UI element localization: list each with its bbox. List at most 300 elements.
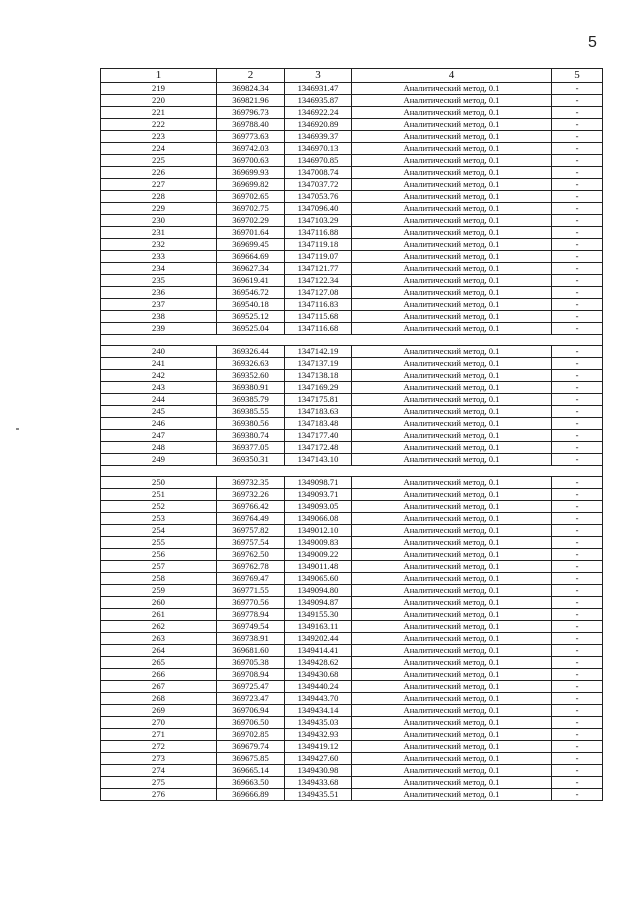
method-cell: Аналитический метод, 0.1 — [352, 537, 552, 549]
table-row — [101, 729, 603, 741]
table-row — [101, 585, 603, 597]
note-cell: - — [552, 370, 603, 382]
method-cell: Аналитический метод, 0.1 — [352, 753, 552, 765]
y-coordinate-cell: 1349155.30 — [285, 609, 352, 621]
method-cell: Аналитический метод, 0.1 — [352, 573, 552, 585]
header-row — [101, 69, 603, 83]
y-coordinate-cell: 1347116.68 — [285, 323, 352, 335]
x-coordinate-cell: 369706.50 — [217, 717, 285, 729]
x-coordinate-cell: 369385.79 — [217, 394, 285, 406]
note-cell: - — [552, 513, 603, 525]
method-cell: Аналитический метод, 0.1 — [352, 765, 552, 777]
note-cell: - — [552, 454, 603, 466]
note-cell: - — [552, 143, 603, 155]
y-coordinate-cell: 1347103.29 — [285, 215, 352, 227]
note-cell: - — [552, 477, 603, 489]
table-row — [101, 430, 603, 442]
x-coordinate-cell: 369352.60 — [217, 370, 285, 382]
method-cell: Аналитический метод, 0.1 — [352, 83, 552, 95]
table-row — [101, 346, 603, 358]
x-coordinate-cell: 369757.54 — [217, 537, 285, 549]
method-cell: Аналитический метод, 0.1 — [352, 609, 552, 621]
point-number-cell: 253 — [101, 513, 217, 525]
table-row — [101, 358, 603, 370]
method-cell: Аналитический метод, 0.1 — [352, 323, 552, 335]
point-number-cell: 234 — [101, 263, 217, 275]
y-coordinate-cell: 1347169.29 — [285, 382, 352, 394]
point-number-cell: 274 — [101, 765, 217, 777]
x-coordinate-cell: 369771.55 — [217, 585, 285, 597]
method-cell: Аналитический метод, 0.1 — [352, 263, 552, 275]
method-cell: Аналитический метод, 0.1 — [352, 131, 552, 143]
point-number-cell: 236 — [101, 287, 217, 299]
point-number-cell: 238 — [101, 311, 217, 323]
note-cell: - — [552, 777, 603, 789]
method-cell: Аналитический метод, 0.1 — [352, 561, 552, 573]
x-coordinate-cell: 369385.55 — [217, 406, 285, 418]
point-number-cell: 222 — [101, 119, 217, 131]
table-row — [101, 561, 603, 573]
method-cell: Аналитический метод, 0.1 — [352, 346, 552, 358]
point-number-cell: 228 — [101, 191, 217, 203]
note-cell: - — [552, 525, 603, 537]
x-coordinate-cell: 369699.93 — [217, 167, 285, 179]
y-coordinate-cell: 1347121.77 — [285, 263, 352, 275]
table-row — [101, 155, 603, 167]
note-cell: - — [552, 549, 603, 561]
x-coordinate-cell: 369766.42 — [217, 501, 285, 513]
note-cell: - — [552, 621, 603, 633]
x-coordinate-cell: 369708.94 — [217, 669, 285, 681]
table-row — [101, 525, 603, 537]
point-number-cell: 245 — [101, 406, 217, 418]
x-coordinate-cell: 369762.78 — [217, 561, 285, 573]
x-coordinate-cell: 369732.26 — [217, 489, 285, 501]
note-cell: - — [552, 394, 603, 406]
x-coordinate-cell: 369796.73 — [217, 107, 285, 119]
note-cell: - — [552, 585, 603, 597]
note-cell: - — [552, 131, 603, 143]
x-coordinate-cell: 369738.91 — [217, 633, 285, 645]
table-row — [101, 275, 603, 287]
y-coordinate-cell: 1349066.08 — [285, 513, 352, 525]
table-row — [101, 513, 603, 525]
table-row — [101, 131, 603, 143]
method-cell: Аналитический метод, 0.1 — [352, 729, 552, 741]
x-coordinate-cell: 369699.45 — [217, 239, 285, 251]
x-coordinate-cell: 369778.94 — [217, 609, 285, 621]
y-coordinate-cell: 1349433.68 — [285, 777, 352, 789]
note-cell: - — [552, 203, 603, 215]
table-row — [101, 789, 603, 801]
note-cell: - — [552, 729, 603, 741]
note-cell: - — [552, 263, 603, 275]
note-cell: - — [552, 537, 603, 549]
y-coordinate-cell: 1347138.18 — [285, 370, 352, 382]
point-number-cell: 251 — [101, 489, 217, 501]
method-cell: Аналитический метод, 0.1 — [352, 477, 552, 489]
method-cell: Аналитический метод, 0.1 — [352, 489, 552, 501]
y-coordinate-cell: 1349012.10 — [285, 525, 352, 537]
table-row — [101, 669, 603, 681]
method-cell: Аналитический метод, 0.1 — [352, 406, 552, 418]
point-number-cell: 250 — [101, 477, 217, 489]
note-cell: - — [552, 633, 603, 645]
point-number-cell: 239 — [101, 323, 217, 335]
x-coordinate-cell: 369824.34 — [217, 83, 285, 95]
method-cell: Аналитический метод, 0.1 — [352, 777, 552, 789]
method-cell: Аналитический метод, 0.1 — [352, 657, 552, 669]
point-number-cell: 271 — [101, 729, 217, 741]
point-number-cell: 266 — [101, 669, 217, 681]
x-coordinate-cell: 369762.50 — [217, 549, 285, 561]
y-coordinate-cell: 1346920.89 — [285, 119, 352, 131]
point-number-cell: 230 — [101, 215, 217, 227]
x-coordinate-cell: 369732.35 — [217, 477, 285, 489]
y-coordinate-cell: 1349435.51 — [285, 789, 352, 801]
method-cell: Аналитический метод, 0.1 — [352, 621, 552, 633]
table-row — [101, 191, 603, 203]
note-cell: - — [552, 167, 603, 179]
note-cell: - — [552, 597, 603, 609]
point-number-cell: 248 — [101, 442, 217, 454]
y-coordinate-cell: 1347116.88 — [285, 227, 352, 239]
method-cell: Аналитический метод, 0.1 — [352, 525, 552, 537]
y-coordinate-cell: 1347122.34 — [285, 275, 352, 287]
point-number-cell: 255 — [101, 537, 217, 549]
x-coordinate-cell: 369770.56 — [217, 597, 285, 609]
method-cell: Аналитический метод, 0.1 — [352, 394, 552, 406]
x-coordinate-cell: 369540.18 — [217, 299, 285, 311]
table-row — [101, 382, 603, 394]
y-coordinate-cell: 1349093.71 — [285, 489, 352, 501]
x-coordinate-cell: 369702.29 — [217, 215, 285, 227]
y-coordinate-cell: 1347175.81 — [285, 394, 352, 406]
table-row — [101, 609, 603, 621]
method-cell: Аналитический метод, 0.1 — [352, 789, 552, 801]
method-cell: Аналитический метод, 0.1 — [352, 693, 552, 705]
x-coordinate-cell: 369377.05 — [217, 442, 285, 454]
table-row — [101, 657, 603, 669]
point-number-cell: 273 — [101, 753, 217, 765]
method-cell: Аналитический метод, 0.1 — [352, 119, 552, 131]
table-row — [101, 311, 603, 323]
y-coordinate-cell: 1347119.18 — [285, 239, 352, 251]
point-number-cell: 232 — [101, 239, 217, 251]
table-row — [101, 442, 603, 454]
point-number-cell: 224 — [101, 143, 217, 155]
group-separator — [101, 335, 603, 346]
point-number-cell: 246 — [101, 418, 217, 430]
y-coordinate-cell: 1346970.85 — [285, 155, 352, 167]
method-cell: Аналитический метод, 0.1 — [352, 239, 552, 251]
method-cell: Аналитический метод, 0.1 — [352, 645, 552, 657]
method-cell: Аналитический метод, 0.1 — [352, 299, 552, 311]
note-cell: - — [552, 705, 603, 717]
point-number-cell: 244 — [101, 394, 217, 406]
point-number-cell: 227 — [101, 179, 217, 191]
point-number-cell: 254 — [101, 525, 217, 537]
point-number-cell: 242 — [101, 370, 217, 382]
table-row — [101, 549, 603, 561]
note-cell: - — [552, 323, 603, 335]
note-cell: - — [552, 83, 603, 95]
x-coordinate-cell: 369679.74 — [217, 741, 285, 753]
table-row — [101, 239, 603, 251]
note-cell: - — [552, 681, 603, 693]
table-row — [101, 489, 603, 501]
y-coordinate-cell: 1349011.48 — [285, 561, 352, 573]
point-number-cell: 229 — [101, 203, 217, 215]
header-cell-5: 5 — [552, 69, 603, 83]
y-coordinate-cell: 1347127.08 — [285, 287, 352, 299]
point-number-cell: 225 — [101, 155, 217, 167]
x-coordinate-cell: 369702.75 — [217, 203, 285, 215]
point-number-cell: 219 — [101, 83, 217, 95]
x-coordinate-cell: 369702.85 — [217, 729, 285, 741]
group-separator — [101, 466, 603, 477]
note-cell: - — [552, 382, 603, 394]
x-coordinate-cell: 369773.63 — [217, 131, 285, 143]
point-number-cell: 249 — [101, 454, 217, 466]
table-row — [101, 299, 603, 311]
y-coordinate-cell: 1346922.24 — [285, 107, 352, 119]
table-row — [101, 418, 603, 430]
method-cell: Аналитический метод, 0.1 — [352, 382, 552, 394]
y-coordinate-cell: 1349414.41 — [285, 645, 352, 657]
x-coordinate-cell: 369681.60 — [217, 645, 285, 657]
method-cell: Аналитический метод, 0.1 — [352, 275, 552, 287]
method-cell: Аналитический метод, 0.1 — [352, 597, 552, 609]
method-cell: Аналитический метод, 0.1 — [352, 203, 552, 215]
coordinates-table — [100, 68, 603, 801]
method-cell: Аналитический метод, 0.1 — [352, 95, 552, 107]
method-cell: Аналитический метод, 0.1 — [352, 633, 552, 645]
table-row — [101, 215, 603, 227]
note-cell: - — [552, 107, 603, 119]
y-coordinate-cell: 1349432.93 — [285, 729, 352, 741]
y-coordinate-cell: 1349098.71 — [285, 477, 352, 489]
point-number-cell: 270 — [101, 717, 217, 729]
point-number-cell: 268 — [101, 693, 217, 705]
page-number: 5 — [588, 34, 597, 51]
x-coordinate-cell: 369380.91 — [217, 382, 285, 394]
note-cell: - — [552, 645, 603, 657]
point-number-cell: 263 — [101, 633, 217, 645]
y-coordinate-cell: 1347115.68 — [285, 311, 352, 323]
method-cell: Аналитический метод, 0.1 — [352, 370, 552, 382]
y-coordinate-cell: 1349430.98 — [285, 765, 352, 777]
table-row — [101, 263, 603, 275]
x-coordinate-cell: 369666.89 — [217, 789, 285, 801]
note-cell: - — [552, 430, 603, 442]
x-coordinate-cell: 369326.63 — [217, 358, 285, 370]
table-row — [101, 621, 603, 633]
y-coordinate-cell: 1349443.70 — [285, 693, 352, 705]
point-number-cell: 247 — [101, 430, 217, 442]
x-coordinate-cell: 369821.96 — [217, 95, 285, 107]
point-number-cell: 241 — [101, 358, 217, 370]
x-coordinate-cell: 369326.44 — [217, 346, 285, 358]
y-coordinate-cell: 1349434.14 — [285, 705, 352, 717]
note-cell: - — [552, 561, 603, 573]
note-cell: - — [552, 311, 603, 323]
table-row — [101, 537, 603, 549]
method-cell: Аналитический метод, 0.1 — [352, 107, 552, 119]
table-row — [101, 597, 603, 609]
table-row — [101, 227, 603, 239]
note-cell: - — [552, 119, 603, 131]
method-cell: Аналитический метод, 0.1 — [352, 681, 552, 693]
note-cell: - — [552, 215, 603, 227]
point-number-cell: 243 — [101, 382, 217, 394]
table-row — [101, 633, 603, 645]
table-row — [101, 83, 603, 95]
note-cell: - — [552, 95, 603, 107]
note-cell: - — [552, 501, 603, 513]
point-number-cell: 235 — [101, 275, 217, 287]
x-coordinate-cell: 369723.47 — [217, 693, 285, 705]
y-coordinate-cell: 1349163.11 — [285, 621, 352, 633]
note-cell: - — [552, 275, 603, 287]
y-coordinate-cell: 1347183.63 — [285, 406, 352, 418]
y-coordinate-cell: 1346931.47 — [285, 83, 352, 95]
x-coordinate-cell: 369701.64 — [217, 227, 285, 239]
y-coordinate-cell: 1347037.72 — [285, 179, 352, 191]
note-cell: - — [552, 669, 603, 681]
table-row — [101, 477, 603, 489]
method-cell: Аналитический метод, 0.1 — [352, 191, 552, 203]
note-cell: - — [552, 753, 603, 765]
point-number-cell: 221 — [101, 107, 217, 119]
x-coordinate-cell: 369525.12 — [217, 311, 285, 323]
x-coordinate-cell: 369699.82 — [217, 179, 285, 191]
table-row — [101, 717, 603, 729]
table-row — [101, 251, 603, 263]
note-cell: - — [552, 609, 603, 621]
x-coordinate-cell: 369665.14 — [217, 765, 285, 777]
method-cell: Аналитический метод, 0.1 — [352, 501, 552, 513]
header-cell-1: 1 — [101, 69, 217, 83]
x-coordinate-cell: 369700.63 — [217, 155, 285, 167]
y-coordinate-cell: 1346939.37 — [285, 131, 352, 143]
x-coordinate-cell: 369525.04 — [217, 323, 285, 335]
note-cell: - — [552, 155, 603, 167]
y-coordinate-cell: 1347137.19 — [285, 358, 352, 370]
note-cell: - — [552, 227, 603, 239]
y-coordinate-cell: 1349202.44 — [285, 633, 352, 645]
point-number-cell: 226 — [101, 167, 217, 179]
table-row — [101, 765, 603, 777]
note-cell: - — [552, 179, 603, 191]
y-coordinate-cell: 1347096.40 — [285, 203, 352, 215]
y-coordinate-cell: 1349440.24 — [285, 681, 352, 693]
table-body — [101, 83, 603, 801]
table-row — [101, 753, 603, 765]
y-coordinate-cell: 1347119.07 — [285, 251, 352, 263]
y-coordinate-cell: 1349094.87 — [285, 597, 352, 609]
x-coordinate-cell: 369675.85 — [217, 753, 285, 765]
point-number-cell: 220 — [101, 95, 217, 107]
method-cell: Аналитический метод, 0.1 — [352, 669, 552, 681]
x-coordinate-cell: 369769.47 — [217, 573, 285, 585]
point-number-cell: 265 — [101, 657, 217, 669]
y-coordinate-cell: 1347143.10 — [285, 454, 352, 466]
point-number-cell: 261 — [101, 609, 217, 621]
y-coordinate-cell: 1349427.60 — [285, 753, 352, 765]
note-cell: - — [552, 657, 603, 669]
y-coordinate-cell: 1349435.03 — [285, 717, 352, 729]
y-coordinate-cell: 1347008.74 — [285, 167, 352, 179]
table-row — [101, 501, 603, 513]
y-coordinate-cell: 1349430.68 — [285, 669, 352, 681]
x-coordinate-cell: 369627.34 — [217, 263, 285, 275]
method-cell: Аналитический метод, 0.1 — [352, 717, 552, 729]
point-number-cell: 267 — [101, 681, 217, 693]
note-cell: - — [552, 251, 603, 263]
x-coordinate-cell: 369706.94 — [217, 705, 285, 717]
y-coordinate-cell: 1347177.40 — [285, 430, 352, 442]
note-cell: - — [552, 191, 603, 203]
point-number-cell: 260 — [101, 597, 217, 609]
margin-mark — [16, 428, 19, 430]
x-coordinate-cell: 369546.72 — [217, 287, 285, 299]
method-cell: Аналитический метод, 0.1 — [352, 167, 552, 179]
x-coordinate-cell: 369350.31 — [217, 454, 285, 466]
note-cell: - — [552, 346, 603, 358]
note-cell: - — [552, 287, 603, 299]
x-coordinate-cell: 369749.54 — [217, 621, 285, 633]
method-cell: Аналитический метод, 0.1 — [352, 741, 552, 753]
header-cell-2: 2 — [217, 69, 285, 83]
y-coordinate-cell: 1349009.83 — [285, 537, 352, 549]
point-number-cell: 272 — [101, 741, 217, 753]
note-cell: - — [552, 299, 603, 311]
x-coordinate-cell: 369664.69 — [217, 251, 285, 263]
point-number-cell: 269 — [101, 705, 217, 717]
method-cell: Аналитический метод, 0.1 — [352, 311, 552, 323]
table-row — [101, 693, 603, 705]
y-coordinate-cell: 1346970.13 — [285, 143, 352, 155]
method-cell: Аналитический метод, 0.1 — [352, 143, 552, 155]
y-coordinate-cell: 1349428.62 — [285, 657, 352, 669]
y-coordinate-cell: 1349419.12 — [285, 741, 352, 753]
point-number-cell: 256 — [101, 549, 217, 561]
method-cell: Аналитический метод, 0.1 — [352, 549, 552, 561]
x-coordinate-cell: 369380.56 — [217, 418, 285, 430]
table-row — [101, 203, 603, 215]
table-row — [101, 681, 603, 693]
y-coordinate-cell: 1347183.48 — [285, 418, 352, 430]
method-cell: Аналитический метод, 0.1 — [352, 227, 552, 239]
table-row — [101, 323, 603, 335]
method-cell: Аналитический метод, 0.1 — [352, 418, 552, 430]
note-cell: - — [552, 418, 603, 430]
table-row — [101, 179, 603, 191]
point-number-cell: 240 — [101, 346, 217, 358]
y-coordinate-cell: 1347142.19 — [285, 346, 352, 358]
note-cell: - — [552, 358, 603, 370]
table-row — [101, 394, 603, 406]
table-row — [101, 95, 603, 107]
point-number-cell: 262 — [101, 621, 217, 633]
table-row — [101, 645, 603, 657]
y-coordinate-cell: 1347172.48 — [285, 442, 352, 454]
method-cell: Аналитический метод, 0.1 — [352, 705, 552, 717]
x-coordinate-cell: 369742.03 — [217, 143, 285, 155]
note-cell: - — [552, 741, 603, 753]
separator-cell — [101, 335, 603, 346]
